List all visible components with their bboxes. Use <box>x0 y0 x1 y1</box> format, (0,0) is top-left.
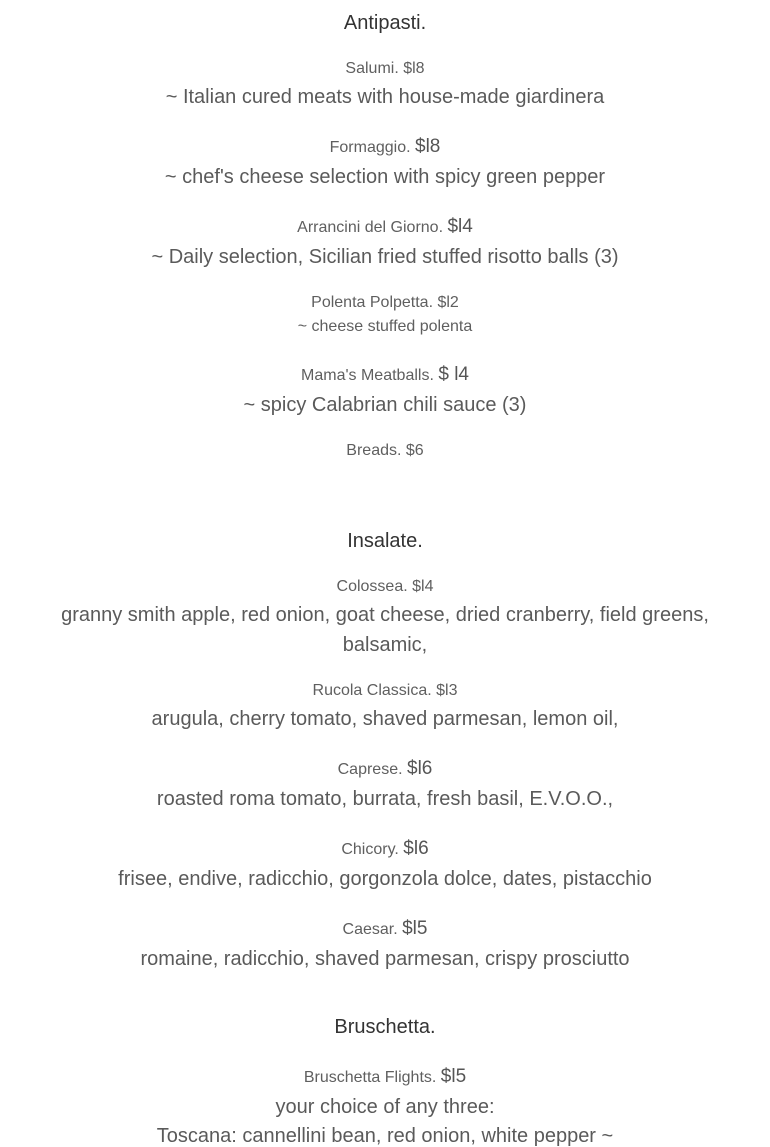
item-salumi-name: Salumi. $l8 <box>345 60 425 77</box>
item-bruschetta-flights-heading <box>0 1067 770 1086</box>
item-chicory-heading <box>0 839 770 858</box>
item-arrancini-desc: ~ Daily selection, Sicilian fried stuffed risotto balls (3) <box>151 246 619 268</box>
item-caprese-heading <box>0 759 770 778</box>
section-title-antipasti: Antipasti. <box>343 12 427 34</box>
item-rucola-name: Rucola Classica. $l3 <box>312 682 458 699</box>
item-colossea-name: Colossea. $l4 <box>336 578 434 595</box>
item-caprese-price: $l6 <box>407 758 433 779</box>
item-caesar-desc: romaine, radicchio, shaved parmesan, crispy prosciutto <box>140 948 630 970</box>
item-chicory-price: $l6 <box>403 838 429 859</box>
item-caesar-name: Caesar. <box>342 921 398 938</box>
item-arrancini-name: Arrancini del Giorno. <box>297 219 444 236</box>
item-bruschetta-flights-desc-line1: your choice of any three: <box>275 1096 495 1118</box>
item-meatballs-desc: ~ spicy Calabrian chili sauce (3) <box>243 394 527 416</box>
item-meatballs-price: $ l4 <box>438 364 469 385</box>
item-bruschetta-flights-name: Bruschetta Flights. <box>303 1069 437 1086</box>
item-arrancini-heading <box>0 217 770 236</box>
item-caesar-price: $l5 <box>402 918 428 939</box>
item-formaggio-heading <box>0 137 770 156</box>
item-formaggio-name: Formaggio. <box>329 139 411 156</box>
item-chicory-desc: frisee, endive, radicchio, gorgonzola dolce, dates, pistacchio <box>118 868 652 890</box>
item-colossea-desc-line2: balsamic, <box>342 634 428 656</box>
item-breads-name: Breads. $6 <box>346 442 424 459</box>
item-caprese-desc: roasted roma tomato, burrata, fresh basil, E.V.O.O., <box>156 788 614 810</box>
section-title-insalate: Insalate. <box>347 530 423 552</box>
item-salumi-desc: ~ Italian cured meats with house-made giardinera <box>165 86 605 108</box>
item-meatballs-name: Mama's Meatballs. <box>301 367 434 384</box>
item-rucola-desc: arugula, cherry tomato, shaved parmesan, lemon oil, <box>151 708 619 730</box>
item-bruschetta-flights-desc-line2: Toscana: cannellini bean, red onion, white pepper ~ <box>156 1125 614 1147</box>
item-formaggio-price: $l8 <box>415 136 441 157</box>
item-colossea-desc-line1: granny smith apple, red onion, goat cheese, dried cranberry, field greens, <box>61 604 709 626</box>
item-polenta-desc: ~ cheese stuffed polenta <box>297 318 473 335</box>
item-bruschetta-flights-price: $l5 <box>440 1066 467 1087</box>
item-formaggio-desc: ~ chef's cheese selection with spicy green pepper <box>164 166 606 188</box>
item-caprese-name: Caprese. <box>337 761 403 778</box>
item-chicory-name: Chicory. <box>341 841 399 858</box>
item-caesar-heading <box>0 919 770 938</box>
item-meatballs-heading <box>0 365 770 384</box>
item-arrancini-price: $l4 <box>447 216 473 237</box>
section-title-bruschetta: Bruschetta. <box>334 1016 436 1038</box>
item-polenta-name: Polenta Polpetta. $l2 <box>311 294 459 311</box>
